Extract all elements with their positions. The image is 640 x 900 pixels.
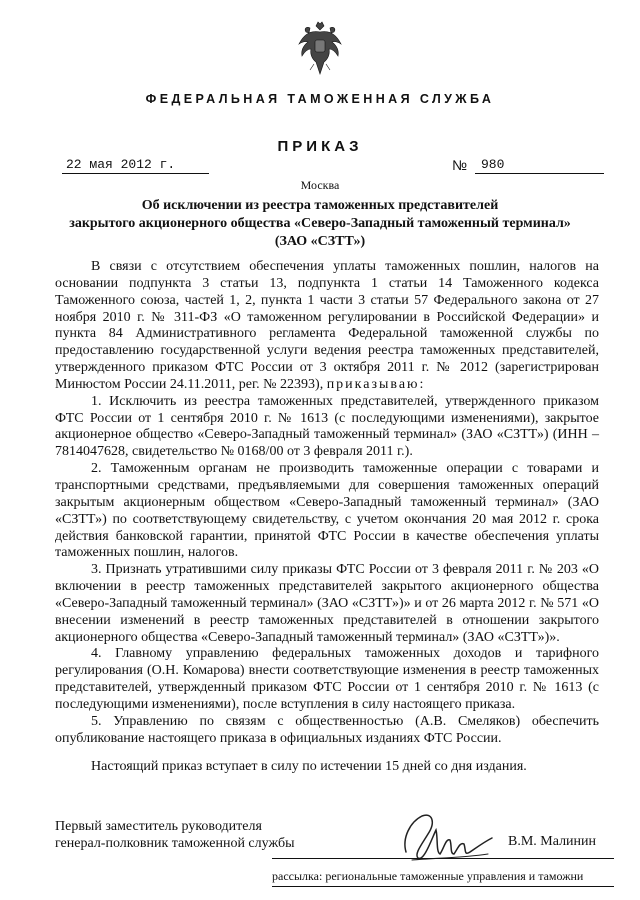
document-type: ПРИКАЗ: [277, 138, 363, 155]
title-line-1: Об исключении из реестра таможенных представителей: [141, 198, 499, 213]
double-headed-eagle-icon: [296, 18, 344, 78]
title-line-3: (ЗАО «СЗТТ»): [274, 234, 366, 249]
title-line-2: закрытого акционерного общества «Северо-Западный таможенный терминал»: [69, 216, 571, 231]
clause-4: 4. Главному управлению федеральных таможенных доходов и тарифного регулирования (О.Н. Комарова) внести соответствующие изменения в реестр таможенных представителей, утвержденный приказом ФТС России от 1 сентября 2010 г. № 1613 (с последующими изменениями), после вступления в силу настоящего приказа.: [55, 646, 599, 712]
signatory-name: В.М. Малинин: [508, 834, 597, 849]
distribution-list: рассылка: региональные таможенные управления и таможни: [272, 869, 584, 883]
handwritten-signature: [392, 808, 502, 868]
intro-text: В связи с отсутствием обеспечения уплаты таможенных пошлин, налогов на основании подпункта 3 статьи 13, подпункта 1 статьи 14 Таможенного кодекса Таможенного союза, частей 1, 2, пункта 1 части 3 статьи 57 Федерального закона от 27 ноября 2010 г. № 311-ФЗ «О таможенном регулировании в Российской Федерации» и пункта 84 Административного регламента Федеральной таможенной службы по предоставлению государственной услуги ведения реестра таможенных представителей, утвержденного приказом ФТС России от 3 октября 2011 г. № 2012 (зарегистрирован Минюстом России 24.11.2011, рег. № 22393),: [55, 259, 599, 392]
order-word: приказываю:: [326, 376, 426, 392]
divider: [272, 886, 614, 887]
clause-2: 2. Таможенным органам не производить таможенные операции с товарами и транспортными средствами, предъявляемыми для совершения таможенных операций закрытым акционерным обществом «Северо-Западный таможенный терминал» (ЗАО «СЗТТ») по соответствующему свидетельству, с учетом окончания 20 мая 2012 г. срока действия банковской гарантии, принятой ФТС России в качестве обеспечения уплаты таможенных пошлин, налогов.: [55, 461, 599, 561]
number-sign: №: [452, 157, 468, 173]
closing-paragraph: Настоящий приказ вступает в силу по истечении 15 дней со дня издания.: [91, 759, 527, 775]
position-line-2: генерал-полковник таможенной службы: [55, 836, 295, 851]
clause-5: 5. Управлению по связям с общественностью (А.В. Смеляков) обеспечить опубликование настоящего приказа в официальных изданиях ФТС России.: [55, 713, 599, 746]
signatory-position: [55, 818, 355, 852]
position-line-1: Первый заместитель руководителя: [55, 819, 262, 834]
order-number: 980: [475, 157, 604, 174]
divider: [272, 858, 614, 859]
intro-paragraph: [55, 259, 599, 394]
clause-3: 3. Признать утратившими силу приказы ФТС России от 3 февраля 2011 г. № 203 «О включении в реестр таможенных представителей закрытого акционерного общества «Северо-Западный таможенный терминал» (ЗАО «СЗТТ»)» и от 26 марта 2012 г. № 571 «О внесении изменений в реестр таможенных представителей в отношении закрытого акционерного общества «Северо-Западный таможенный терминал» (ЗАО «СЗТТ»)».: [55, 562, 599, 645]
city: Москва: [300, 178, 340, 192]
order-body: [55, 259, 599, 776]
order-date: 22 мая 2012 г.: [62, 157, 209, 174]
clause-1: 1. Исключить из реестра таможенных представителей, утвержденного приказом ФТС России от 1 сентября 2010 г. № 1613 (с последующими изменениями), закрытое акционерное общество «Северо-Западный таможенный терминал» (ЗАО «СЗТТ») (ИНН – 7814047628, свидетельство № 0168/00 от 3 февраля 2011 г.).: [55, 393, 599, 460]
order-title: [40, 197, 600, 251]
organization-name: ФЕДЕРАЛЬНАЯ ТАМОЖЕННАЯ СЛУЖБА: [145, 92, 495, 106]
